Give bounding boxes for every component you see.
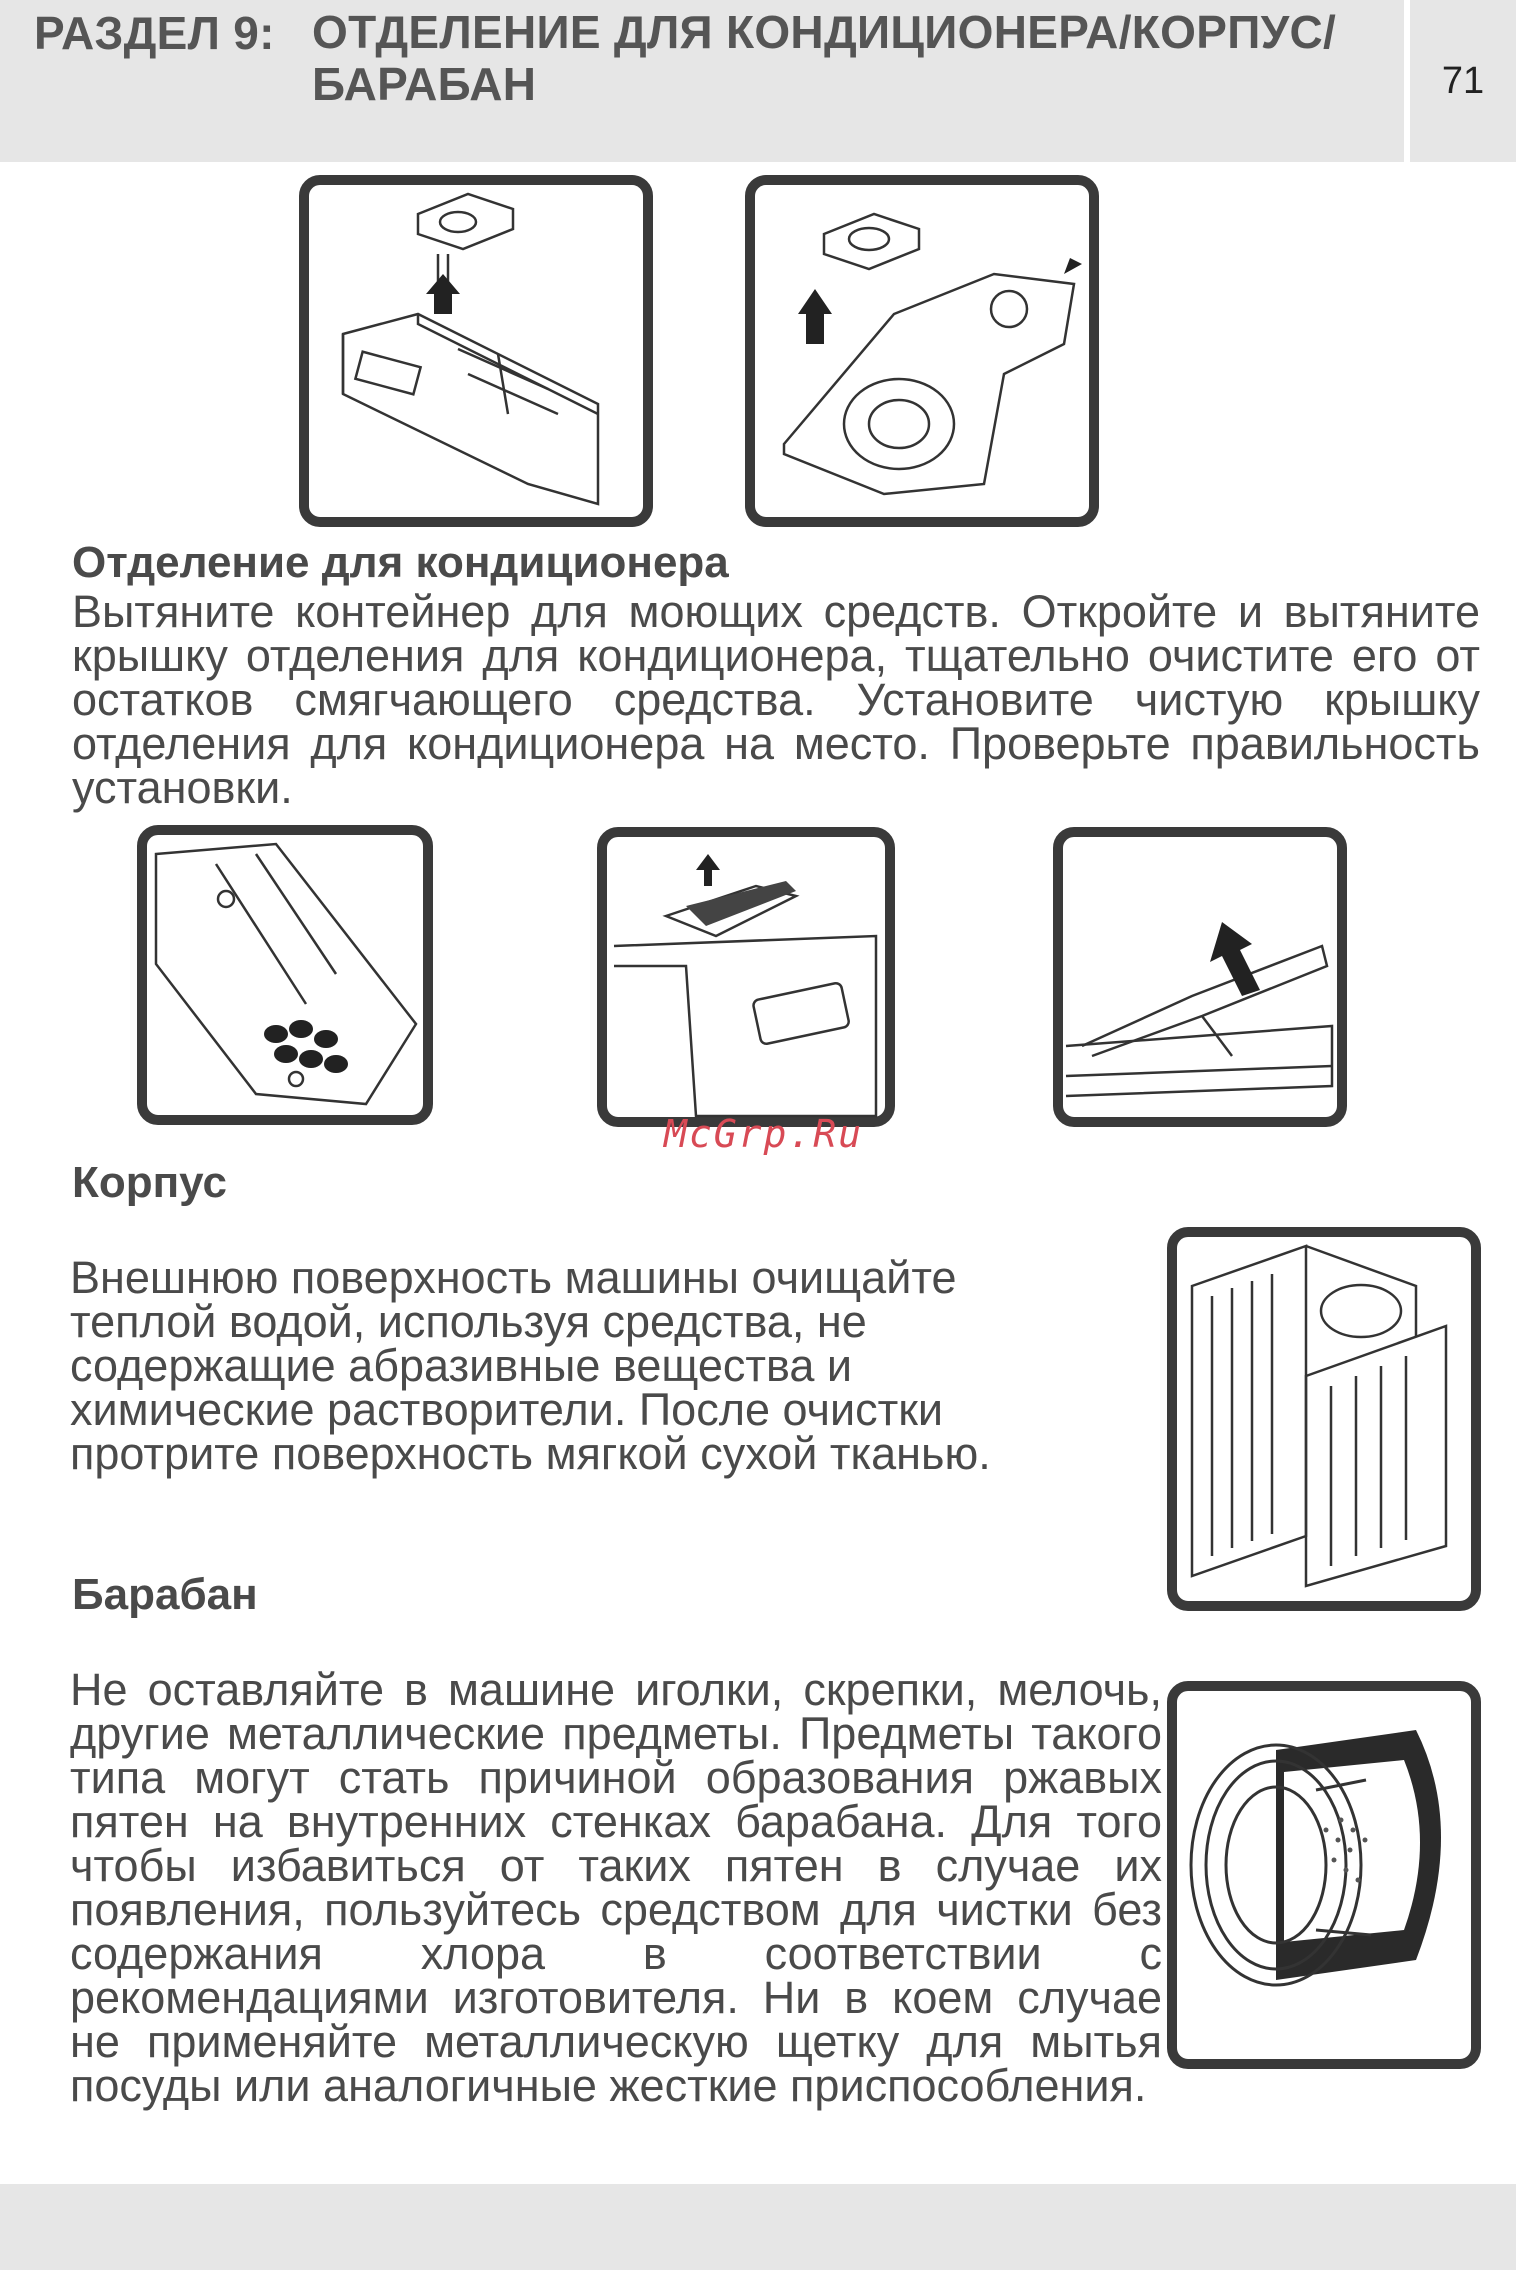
watermark: McGrp.Ru bbox=[664, 1112, 864, 1156]
figure-drawer-cap-removal bbox=[298, 174, 654, 528]
figure-drum bbox=[1166, 1680, 1482, 2070]
figure-lid-lifting bbox=[596, 826, 896, 1128]
figure-washer-body bbox=[1166, 1226, 1482, 1612]
figure-conditioner-compartment bbox=[136, 824, 434, 1126]
conditioner-instructions: Вытяните контейнер для моющих средств. Откройте и вытяните крышку отделения для кондиционера, тщательно очистите его от остатков смягчающего средства. Установите чистую крышку отделения для кондиционера на место. Проверьте правильность установки. bbox=[72, 586, 1480, 813]
section-number: РАЗДЕЛ 9: bbox=[34, 7, 275, 59]
body-cleaning-text: Внешнюю поверхность машины очищайте теплой водой, используя средства, не содержащие абразивные вещества и химические растворители. После очистки протрите поверхность мягкой сухой тканью. bbox=[70, 1252, 991, 1479]
drum-heading: Барабан bbox=[72, 1570, 258, 1619]
figure-cover-removal bbox=[1052, 826, 1348, 1128]
page-footer bbox=[0, 2184, 1516, 2270]
section-title: ОТДЕЛЕНИЕ ДЛЯ КОНДИЦИОНЕРА/КОРПУС/ БАРАБАН bbox=[312, 6, 1337, 110]
page-number: 71 bbox=[1441, 60, 1485, 102]
section-header bbox=[0, 0, 1404, 162]
body-heading: Корпус bbox=[72, 1158, 228, 1207]
page-number-box bbox=[1410, 0, 1516, 162]
drum-cleaning-text: Не оставляйте в машине иголки, скрепки, мелочь, другие металлические предметы. Предметы такого типа могут стать причиной образования ржавых пятен на внутренних стенках барабана. Для того чтобы избавиться от таких пятен в случае их появления, пользуйтесь средством для чистки без содержания хлора в соответствии с рекомендациями изготовителя. Ни в коем случае не применяйте металлическую щетку для мытья посуды или аналогичные жесткие приспособления. bbox=[70, 1664, 1162, 2111]
conditioner-heading: Отделение для кондиционера bbox=[72, 538, 729, 587]
figure-drawer-top-view bbox=[744, 174, 1100, 528]
